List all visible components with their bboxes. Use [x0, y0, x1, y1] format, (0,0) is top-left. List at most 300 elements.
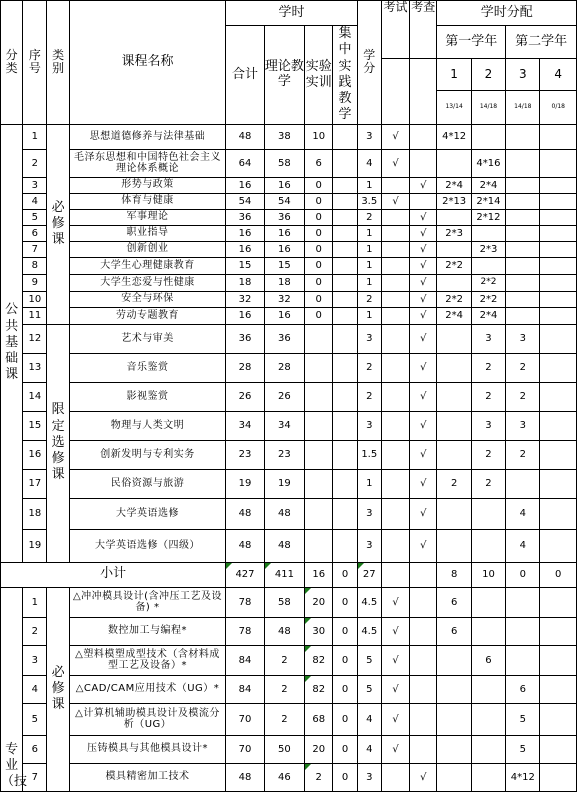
cell-total: 15 [226, 257, 264, 274]
cell-practice: 0 [333, 703, 357, 735]
cell-lab [305, 529, 333, 562]
cell-check [410, 193, 437, 209]
header-term-2: 2 [471, 59, 505, 91]
cell-lab [305, 382, 333, 411]
table-row [1, 645, 577, 675]
cell-lab: 10 [305, 124, 333, 149]
cell-course-name: △冲冲模具设计(含冲压工艺及设备) * [69, 587, 226, 617]
cell-exam [381, 353, 409, 382]
cell-seq: 2 [23, 617, 47, 645]
cell-course-name: 毛泽东思想和中国特色社会主义理论体系概论 [69, 149, 226, 177]
cell-term4 [540, 225, 577, 241]
cell-credit: 3.5 [357, 193, 381, 209]
table-row [1, 209, 577, 225]
cell-term1: 2*13 [437, 193, 471, 209]
table-row [1, 382, 577, 411]
cell-credit: 1 [357, 177, 381, 193]
cell-term4 [540, 124, 577, 149]
cell-practice [333, 241, 357, 257]
cell-seq: 18 [23, 498, 47, 529]
cell-term4 [540, 149, 577, 177]
header-term-4: 4 [540, 59, 577, 91]
cell-term2: 2 [471, 469, 505, 498]
subtotal-row [1, 562, 577, 587]
cell-theory: 48 [264, 617, 304, 645]
cell-seq: 13 [23, 353, 47, 382]
cell-exam: √ [381, 645, 409, 675]
cell-term2: 2*4 [471, 307, 505, 324]
cell-lab [305, 353, 333, 382]
cell-check: √ [410, 411, 437, 440]
cell-seq: 4 [23, 675, 47, 703]
cell-term4 [540, 241, 577, 257]
cell-seq: 16 [23, 440, 47, 469]
cell-lab: 82 [305, 645, 333, 675]
cell-practice [333, 382, 357, 411]
cell-course-name: 大学英语选修 [69, 498, 226, 529]
cell-theory: 34 [264, 411, 304, 440]
cell-check: √ [410, 440, 437, 469]
cell-seq: 3 [23, 177, 47, 193]
cell-practice [333, 353, 357, 382]
header-check: 考查 [410, 1, 437, 59]
cell-credit: 3 [357, 411, 381, 440]
cell-seq: 1 [23, 587, 47, 617]
cell-course-name: 压铸模具与其他模具设计* [69, 735, 226, 763]
header-seq: 序号 [23, 1, 47, 125]
table-row [1, 617, 577, 645]
cell-check [410, 675, 437, 703]
cell-lab: 0 [305, 225, 333, 241]
cell-term2: 6 [471, 645, 505, 675]
cell-check [410, 703, 437, 735]
table-row [1, 177, 577, 193]
cell-check: √ [410, 353, 437, 382]
cell-course-name: 体育与健康 [69, 193, 226, 209]
cell-total: 70 [226, 735, 264, 763]
header-practice: 集中实践教学 [333, 26, 357, 125]
header-weeks-2: 14/18 [471, 90, 505, 124]
cell-term4 [540, 193, 577, 209]
cell-total: 32 [226, 291, 264, 307]
cell-term2 [471, 735, 505, 763]
subtotal-practice: 0 [333, 562, 357, 587]
cell-term1 [437, 274, 471, 291]
cell-theory: 48 [264, 498, 304, 529]
cell-term4 [540, 353, 577, 382]
cell-term2 [471, 703, 505, 735]
cell-total: 64 [226, 149, 264, 177]
cell-term1: 6 [437, 617, 471, 645]
cell-check: √ [410, 498, 437, 529]
cell-term2 [471, 257, 505, 274]
cell-lab: 0 [305, 307, 333, 324]
cell-check [410, 124, 437, 149]
cell-lab [305, 498, 333, 529]
cell-theory: 16 [264, 177, 304, 193]
header-theory: 理论教学 [264, 26, 304, 125]
cell-exam: √ [381, 193, 409, 209]
cell-lab [305, 469, 333, 498]
cell-exam [381, 177, 409, 193]
table-row [1, 307, 577, 324]
cell-credit: 1.5 [357, 440, 381, 469]
cell-check [410, 645, 437, 675]
cell-theory: 32 [264, 291, 304, 307]
cell-term3: 3 [506, 411, 540, 440]
cell-theory: 58 [264, 149, 304, 177]
cell-term1 [437, 209, 471, 225]
cell-term3: 5 [506, 703, 540, 735]
cell-term1: 2 [437, 469, 471, 498]
subtotal-term1: 8 [437, 562, 471, 587]
cell-exam: √ [381, 149, 409, 177]
cell-total: 18 [226, 274, 264, 291]
cell-term4 [540, 307, 577, 324]
cell-credit: 1 [357, 307, 381, 324]
cell-practice [333, 469, 357, 498]
cell-seq: 2 [23, 149, 47, 177]
header-category: 分类 [1, 1, 23, 125]
cell-term1: 2*2 [437, 291, 471, 307]
cell-course-name: 安全与环保 [69, 291, 226, 307]
cell-term3 [506, 124, 540, 149]
subtotal-term3: 0 [506, 562, 540, 587]
cell-total: 16 [226, 225, 264, 241]
cell-check: √ [410, 763, 437, 791]
cell-term2: 4*16 [471, 149, 505, 177]
cell-exam: √ [381, 735, 409, 763]
cell-exam [381, 225, 409, 241]
group-prof-required: 必修课 [47, 587, 69, 791]
table-row [1, 257, 577, 274]
cell-lab: 82 [305, 675, 333, 703]
cell-seq: 7 [23, 763, 47, 791]
cell-term1 [437, 411, 471, 440]
table-row [1, 149, 577, 177]
cell-term1: 2*2 [437, 257, 471, 274]
cell-lab: 0 [305, 274, 333, 291]
cell-practice: 0 [333, 763, 357, 791]
cell-term1: 4*12 [437, 124, 471, 149]
cell-term1 [437, 645, 471, 675]
cell-term3: 4*12 [506, 763, 540, 791]
cell-seq: 6 [23, 735, 47, 763]
cell-term1 [437, 703, 471, 735]
cell-seq: 5 [23, 703, 47, 735]
cell-exam [381, 440, 409, 469]
cell-seq: 14 [23, 382, 47, 411]
cell-theory: 15 [264, 257, 304, 274]
cell-practice: 0 [333, 735, 357, 763]
cell-total: 78 [226, 587, 264, 617]
cell-total: 19 [226, 469, 264, 498]
cell-term1: 6 [437, 587, 471, 617]
cell-term3 [506, 225, 540, 241]
table-row [1, 411, 577, 440]
cell-term3 [506, 587, 540, 617]
cell-term4 [540, 675, 577, 703]
cell-check: √ [410, 307, 437, 324]
cell-practice [333, 124, 357, 149]
cell-term2: 2*3 [471, 241, 505, 257]
header-type: 类别 [47, 1, 69, 125]
cell-total: 84 [226, 675, 264, 703]
cell-theory: 48 [264, 529, 304, 562]
cell-term4 [540, 411, 577, 440]
cell-credit: 3 [357, 324, 381, 353]
header-term-3: 3 [506, 59, 540, 91]
cell-total: 48 [226, 498, 264, 529]
cell-practice [333, 529, 357, 562]
cell-practice [333, 324, 357, 353]
subtotal-exam [381, 562, 409, 587]
cell-term3 [506, 177, 540, 193]
cell-exam: √ [381, 617, 409, 645]
cell-lab [305, 411, 333, 440]
cell-practice [333, 177, 357, 193]
table-row [1, 225, 577, 241]
cell-course-name: 军事理论 [69, 209, 226, 225]
cell-seq: 19 [23, 529, 47, 562]
cell-term3: 2 [506, 440, 540, 469]
table-row [1, 274, 577, 291]
cell-theory: 16 [264, 307, 304, 324]
table-row [1, 498, 577, 529]
cell-term3: 4 [506, 529, 540, 562]
cell-term3: 4 [506, 498, 540, 529]
table-row [1, 587, 577, 617]
cell-theory: 58 [264, 587, 304, 617]
cell-course-name: 大学英语选修（四级） [69, 529, 226, 562]
cell-course-name: 创新发明与专利实务 [69, 440, 226, 469]
cell-credit: 3 [357, 124, 381, 149]
cell-seq: 1 [23, 124, 47, 149]
cell-term3 [506, 257, 540, 274]
cell-credit: 1 [357, 241, 381, 257]
cell-check: √ [410, 529, 437, 562]
cell-term4 [540, 469, 577, 498]
cell-exam [381, 307, 409, 324]
cell-term3: 5 [506, 735, 540, 763]
cell-lab: 20 [305, 587, 333, 617]
cell-seq: 3 [23, 645, 47, 675]
cell-seq: 6 [23, 225, 47, 241]
header-credit: 学分 [357, 1, 381, 125]
cell-seq: 12 [23, 324, 47, 353]
header-course-name: 课程名称 [69, 1, 226, 125]
cell-seq: 15 [23, 411, 47, 440]
cell-exam [381, 291, 409, 307]
subtotal-lab: 16 [305, 562, 333, 587]
table-row [1, 735, 577, 763]
cell-theory: 50 [264, 735, 304, 763]
cell-credit: 3 [357, 763, 381, 791]
cell-credit: 1 [357, 225, 381, 241]
cell-term1 [437, 763, 471, 791]
cell-term4 [540, 529, 577, 562]
cell-credit: 3 [357, 498, 381, 529]
cell-lab: 0 [305, 193, 333, 209]
cell-total: 26 [226, 382, 264, 411]
cell-check: √ [410, 225, 437, 241]
cell-term2: 2*12 [471, 209, 505, 225]
cell-term2 [471, 675, 505, 703]
cell-credit: 4 [357, 149, 381, 177]
cell-seq: 4 [23, 193, 47, 209]
cell-term1 [437, 241, 471, 257]
cell-check: √ [410, 177, 437, 193]
cell-term4 [540, 274, 577, 291]
cell-practice: 0 [333, 587, 357, 617]
cell-course-name: 劳动专题教育 [69, 307, 226, 324]
cell-theory: 18 [264, 274, 304, 291]
cell-term3 [506, 469, 540, 498]
cell-term2: 2*14 [471, 193, 505, 209]
cell-term3 [506, 209, 540, 225]
cell-credit: 4 [357, 703, 381, 735]
cell-lab: 0 [305, 177, 333, 193]
cell-term3 [506, 617, 540, 645]
cell-total: 36 [226, 324, 264, 353]
cell-term3 [506, 307, 540, 324]
cell-exam [381, 382, 409, 411]
cell-practice [333, 307, 357, 324]
cell-exam: √ [381, 587, 409, 617]
cell-term4 [540, 763, 577, 791]
cell-term1 [437, 675, 471, 703]
cell-total: 36 [226, 209, 264, 225]
cell-practice [333, 209, 357, 225]
cell-seq: 10 [23, 291, 47, 307]
subtotal-term2: 10 [471, 562, 505, 587]
header-weeks-3: 14/18 [506, 90, 540, 124]
cell-theory: 54 [264, 193, 304, 209]
subtotal-label: 小计 [1, 562, 226, 587]
cell-course-name: 影视鉴赏 [69, 382, 226, 411]
cell-course-name: 大学生恋爱与性健康 [69, 274, 226, 291]
cell-theory: 23 [264, 440, 304, 469]
table-row [1, 529, 577, 562]
cell-course-name: △CAD/CAM应用技术（UG）* [69, 675, 226, 703]
cell-lab: 30 [305, 617, 333, 645]
cell-term2 [471, 498, 505, 529]
cell-credit: 3 [357, 529, 381, 562]
cell-credit: 4 [357, 735, 381, 763]
cell-term2 [471, 763, 505, 791]
cell-term2: 2 [471, 440, 505, 469]
cell-term1 [437, 440, 471, 469]
cell-credit: 2 [357, 209, 381, 225]
cell-term2 [471, 617, 505, 645]
header-exam-blank [381, 59, 409, 125]
cell-seq: 11 [23, 307, 47, 324]
cell-exam: √ [381, 124, 409, 149]
cell-course-name: 物理与人类文明 [69, 411, 226, 440]
table-row [1, 675, 577, 703]
subtotal-total: 427 [226, 562, 264, 587]
cell-theory: 38 [264, 124, 304, 149]
table-row [1, 763, 577, 791]
cell-course-name: 音乐鉴赏 [69, 353, 226, 382]
cell-course-name: 模具精密加工技术 [69, 763, 226, 791]
cell-course-name: 职业指导 [69, 225, 226, 241]
cell-practice [333, 225, 357, 241]
cell-term3: 3 [506, 324, 540, 353]
cell-term3 [506, 241, 540, 257]
table-row [1, 324, 577, 353]
cell-seq: 9 [23, 274, 47, 291]
cell-check: √ [410, 209, 437, 225]
cell-term2 [471, 529, 505, 562]
header-exam: 考试 [381, 1, 409, 59]
cell-term3 [506, 274, 540, 291]
header-total: 合计 [226, 26, 264, 125]
subtotal-credit: 27 [357, 562, 381, 587]
header-weeks-1: 13/14 [437, 90, 471, 124]
cell-lab: 20 [305, 735, 333, 763]
cell-term1 [437, 324, 471, 353]
cell-theory: 19 [264, 469, 304, 498]
group-limited-elective: 限定选修课 [47, 324, 69, 562]
cell-term3 [506, 291, 540, 307]
cell-term3: 6 [506, 675, 540, 703]
cell-course-name: 艺术与审美 [69, 324, 226, 353]
cell-exam [381, 209, 409, 225]
cell-term2 [471, 225, 505, 241]
cell-term1 [437, 529, 471, 562]
cell-lab: 6 [305, 149, 333, 177]
header-hours: 学时 [226, 1, 357, 26]
cell-total: 16 [226, 177, 264, 193]
cell-course-name: 形势与政策 [69, 177, 226, 193]
cell-term2 [471, 124, 505, 149]
cell-term2: 2*2 [471, 291, 505, 307]
cell-credit: 1 [357, 274, 381, 291]
cell-course-name: 思想道德修养与法律基础 [69, 124, 226, 149]
cell-credit: 4.5 [357, 617, 381, 645]
cell-course-name: 数控加工与编程* [69, 617, 226, 645]
cell-exam [381, 469, 409, 498]
cell-total: 70 [226, 703, 264, 735]
cell-term2: 3 [471, 411, 505, 440]
cell-term1: 2*4 [437, 307, 471, 324]
cell-lab: 68 [305, 703, 333, 735]
cell-exam [381, 324, 409, 353]
cell-total: 23 [226, 440, 264, 469]
cell-practice [333, 291, 357, 307]
cell-term4 [540, 645, 577, 675]
cell-course-name: 大学生心理健康教育 [69, 257, 226, 274]
group-public-basic: 公共基础课 [1, 124, 23, 562]
cell-term1 [437, 353, 471, 382]
cell-seq: 7 [23, 241, 47, 257]
cell-term1 [437, 498, 471, 529]
cell-total: 84 [226, 645, 264, 675]
cell-exam [381, 411, 409, 440]
cell-check [410, 587, 437, 617]
cell-term3 [506, 193, 540, 209]
cell-term4 [540, 617, 577, 645]
cell-term2: 2*4 [471, 177, 505, 193]
cell-total: 16 [226, 241, 264, 257]
cell-check: √ [410, 469, 437, 498]
cell-term2: 2*2 [471, 274, 505, 291]
cell-credit: 5 [357, 675, 381, 703]
cell-total: 28 [226, 353, 264, 382]
cell-lab: 0 [305, 241, 333, 257]
cell-exam [381, 257, 409, 274]
